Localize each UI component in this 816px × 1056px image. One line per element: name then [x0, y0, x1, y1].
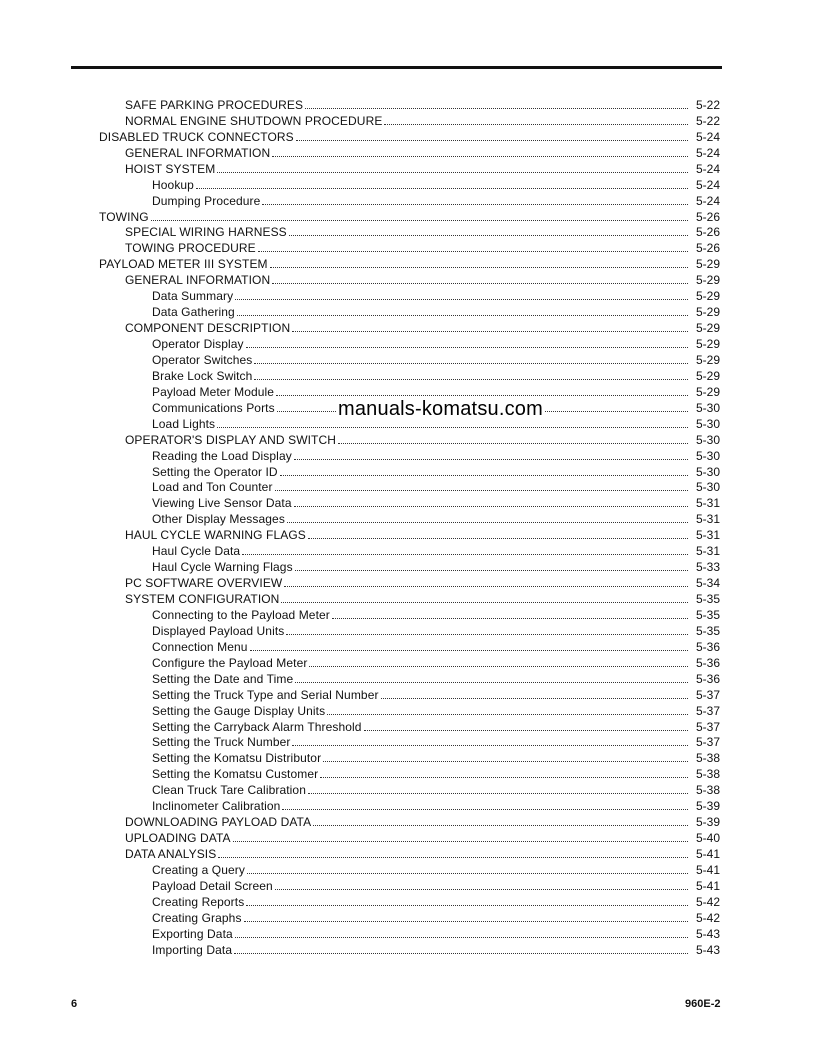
toc-entry-page: 5-29: [695, 321, 720, 336]
toc-entry-page: 5-29: [695, 257, 720, 272]
dot-leader: [237, 315, 688, 316]
toc-entry[interactable]: [0, 160, 816, 176]
toc-entry-title: Setting the Carryback Alarm Threshold: [152, 719, 362, 734]
toc-entry-page: 5-35: [695, 623, 720, 638]
toc-entry[interactable]: [0, 447, 816, 463]
toc-entry[interactable]: [0, 144, 816, 160]
toc-entry-title: Communications Ports: [152, 400, 275, 415]
toc-entry[interactable]: [0, 734, 816, 750]
toc-entry-page: 5-36: [695, 655, 720, 670]
dot-leader: [294, 459, 688, 460]
toc-entry[interactable]: [0, 383, 816, 399]
toc-entry-page: 5-43: [695, 926, 720, 941]
toc-entry-page: 5-30: [695, 432, 720, 447]
toc-entry[interactable]: [0, 765, 816, 781]
toc-entry-page: 5-24: [695, 161, 720, 176]
dot-leader: [284, 586, 688, 587]
dot-leader: [287, 522, 688, 523]
toc-entry-page: 5-24: [695, 177, 720, 192]
toc-entry-page: 5-26: [695, 225, 720, 240]
dot-leader: [272, 156, 688, 157]
toc-entry-page: 5-29: [695, 273, 720, 288]
toc-entry-title: TOWING: [99, 209, 149, 224]
toc-entry-page: 5-29: [695, 368, 720, 383]
dot-leader: [151, 220, 688, 221]
dot-leader: [276, 395, 688, 396]
toc-entry-title: Creating Graphs: [152, 910, 242, 925]
toc-entry[interactable]: [0, 255, 816, 271]
toc-entry-title: DOWNLOADING PAYLOAD DATA: [125, 815, 312, 830]
toc-entry-title: PC SOFTWARE OVERVIEW: [125, 576, 283, 591]
dot-leader: [364, 730, 688, 731]
toc-entry-title: Viewing Live Sensor Data: [152, 496, 292, 511]
toc-entry[interactable]: [0, 638, 816, 654]
dot-leader: [272, 283, 688, 284]
toc-entry-title: GENERAL INFORMATION: [125, 273, 271, 288]
toc-entry-page: 5-41: [695, 878, 720, 893]
toc-entry[interactable]: [0, 351, 816, 367]
dot-leader: [320, 777, 688, 778]
dot-leader: [309, 666, 688, 667]
toc-entry-page: 5-26: [695, 241, 720, 256]
toc-entry-page: 5-30: [695, 464, 720, 479]
dot-leader: [233, 841, 688, 842]
toc-entry-page: 5-37: [695, 719, 720, 734]
toc-entry-page: 5-35: [695, 607, 720, 622]
toc-entry-title: Load Lights: [152, 416, 216, 431]
toc-entry-title: Exporting Data: [152, 926, 233, 941]
toc-entry-title: DISABLED TRUCK CONNECTORS: [99, 129, 294, 144]
toc-entry[interactable]: [0, 192, 816, 208]
dot-leader: [286, 634, 688, 635]
dot-leader: [381, 698, 688, 699]
toc-entry-page: 5-38: [695, 767, 720, 782]
toc-entry[interactable]: [0, 893, 816, 909]
toc-entry-title: Data Summary: [152, 289, 234, 304]
dot-leader: [332, 618, 688, 619]
toc-entry-title: Setting the Komatsu Distributor: [152, 751, 322, 766]
toc-entry-page: 5-22: [695, 97, 720, 112]
toc-entry[interactable]: [0, 781, 816, 797]
toc-entry-title: Importing Data: [152, 942, 233, 957]
toc-entry-page: 5-36: [695, 639, 720, 654]
dot-leader: [289, 235, 688, 236]
toc-entry-page: 5-29: [695, 289, 720, 304]
toc-entry-title: Other Display Messages: [152, 512, 285, 527]
dot-leader: [242, 554, 688, 555]
dot-leader: [262, 204, 688, 205]
toc-entry-page: 5-37: [695, 687, 720, 702]
dot-leader: [244, 921, 688, 922]
toc-entry-title: OPERATOR'S DISPLAY AND SWITCH: [125, 432, 337, 447]
toc-entry-page: 5-41: [695, 847, 720, 861]
toc-entry[interactable]: [0, 287, 816, 303]
toc-entry[interactable]: [0, 303, 816, 319]
toc-entry-title: Setting the Komatsu Customer: [152, 767, 319, 782]
toc-entry-page: 5-40: [695, 831, 720, 846]
toc-entry[interactable]: [0, 845, 816, 861]
dot-leader: [247, 873, 688, 874]
toc-entry[interactable]: [0, 431, 816, 447]
toc-entry-title: SYSTEM CONFIGURATION: [125, 592, 280, 606]
toc-entry[interactable]: [0, 590, 816, 606]
dot-leader: [234, 953, 688, 954]
toc-entry[interactable]: [0, 606, 816, 622]
toc-entry-title: Inclinometer Calibration: [152, 799, 281, 814]
toc-entry-title: Reading the Load Display: [152, 448, 292, 463]
toc-entry[interactable]: [0, 909, 816, 925]
dot-leader: [235, 937, 688, 938]
toc-entry[interactable]: [0, 558, 816, 574]
toc-entry-page: 5-37: [695, 703, 720, 718]
dot-leader: [281, 602, 688, 603]
dot-leader: [250, 650, 688, 651]
toc-entry-title: Data Gathering: [152, 305, 235, 320]
toc-entry[interactable]: [0, 224, 816, 240]
dot-leader: [295, 682, 688, 683]
toc-entry[interactable]: [0, 686, 816, 702]
toc-entry-page: 5-30: [695, 480, 720, 495]
toc-entry-title: Hookup: [152, 177, 194, 192]
toc-entry-page: 5-41: [695, 862, 720, 877]
toc-entry[interactable]: [0, 542, 816, 558]
toc-entry-page: 5-24: [695, 145, 720, 160]
toc-entry[interactable]: [0, 813, 816, 829]
dot-leader: [338, 443, 688, 444]
toc-entry-title: HAUL CYCLE WARNING FLAGS: [125, 528, 306, 543]
toc-entry[interactable]: [0, 96, 816, 112]
toc-entry-title: UPLOADING DATA: [125, 831, 231, 846]
toc-entry-title: Connection Menu: [152, 639, 248, 654]
toc-entry-title: Payload Meter Module: [152, 384, 275, 399]
toc-entry-page: 5-29: [695, 305, 720, 320]
toc-entry[interactable]: [0, 654, 816, 670]
toc-entry[interactable]: [0, 622, 816, 638]
toc-entry-title: PAYLOAD METER III SYSTEM: [99, 257, 268, 272]
toc-entry[interactable]: [0, 367, 816, 383]
toc-entry-page: 5-30: [695, 400, 720, 415]
toc-entry[interactable]: [0, 335, 816, 351]
dot-leader: [308, 793, 688, 794]
toc-entry-page: 5-42: [695, 910, 720, 925]
toc-entry[interactable]: [0, 861, 816, 877]
toc-entry-page: 5-31: [695, 544, 720, 559]
dot-leader: [323, 761, 688, 762]
toc-entry[interactable]: [0, 670, 816, 686]
toc-entry-page: 5-37: [695, 735, 720, 750]
toc-entry-page: 5-30: [695, 416, 720, 431]
dot-leader: [275, 490, 688, 491]
dot-leader: [217, 427, 688, 428]
dot-leader: [296, 140, 688, 141]
toc-entry-page: 5-33: [695, 560, 720, 575]
toc-entry[interactable]: [0, 877, 816, 893]
toc-entry-title: HOIST SYSTEM: [125, 161, 216, 176]
toc-entry-title: Setting the Gauge Display Units: [152, 703, 326, 718]
toc-entry[interactable]: [0, 239, 816, 255]
dot-leader: [292, 331, 688, 332]
toc-entry-page: 5-36: [695, 671, 720, 686]
toc-entry-page: 5-39: [695, 815, 720, 830]
toc-entry-page: 5-31: [695, 496, 720, 511]
dot-leader: [254, 379, 688, 380]
toc-entry-title: Displayed Payload Units: [152, 623, 285, 638]
toc-entry-title: Setting the Truck Number: [152, 735, 291, 750]
toc-entry-page: 5-22: [695, 113, 720, 128]
toc-entry-title: Clean Truck Tare Calibration: [152, 783, 306, 798]
toc-entry[interactable]: [0, 829, 816, 845]
toc-entry-page: 5-39: [695, 799, 720, 814]
toc-entry[interactable]: [0, 718, 816, 734]
toc-entry[interactable]: [0, 128, 816, 144]
toc-entry-page: 5-34: [695, 576, 720, 591]
dot-leader: [294, 506, 688, 507]
dot-leader: [275, 889, 688, 890]
toc-entry-title: Setting the Operator ID: [152, 464, 278, 479]
toc-entry-title: Setting the Date and Time: [152, 671, 294, 686]
dot-leader: [308, 538, 688, 539]
dot-leader: [292, 745, 688, 746]
toc-entry[interactable]: [0, 526, 816, 542]
toc-entry[interactable]: [0, 574, 816, 590]
dot-leader: [327, 714, 688, 715]
footer-page-number: 6: [71, 998, 78, 1010]
dot-leader: [246, 905, 688, 906]
toc-entry-title: DATA ANALYSIS: [125, 847, 217, 861]
toc-entry-title: TOWING PROCEDURE: [125, 241, 256, 256]
dot-leader: [254, 363, 688, 364]
toc-entry-title: COMPONENT DESCRIPTION: [125, 321, 291, 336]
table-of-contents: [0, 96, 816, 957]
toc-entry[interactable]: [0, 941, 816, 957]
dot-leader: [235, 299, 688, 300]
toc-entry-page: 5-38: [695, 783, 720, 798]
toc-entry-title: Load and Ton Counter: [152, 480, 273, 495]
toc-entry-page: 5-26: [695, 209, 720, 224]
toc-entry-title: Creating Reports: [152, 894, 245, 909]
toc-entry[interactable]: [0, 208, 816, 224]
toc-entry[interactable]: [0, 319, 816, 335]
toc-entry-page: 5-31: [695, 512, 720, 527]
toc-entry[interactable]: [0, 112, 816, 128]
dot-leader: [270, 267, 688, 268]
toc-entry-title: Haul Cycle Warning Flags: [152, 560, 293, 575]
toc-entry[interactable]: [0, 925, 816, 941]
toc-entry-page: 5-35: [695, 592, 720, 606]
dot-leader: [313, 825, 688, 826]
toc-entry-title: Configure the Payload Meter: [152, 655, 308, 670]
toc-entry-title: Creating a Query: [152, 862, 245, 877]
toc-entry-page: 5-30: [695, 448, 720, 463]
footer-model: 960E-2: [685, 998, 721, 1010]
dot-leader: [258, 251, 688, 252]
toc-entry-page: 5-31: [695, 528, 720, 543]
toc-entry-page: 5-24: [695, 129, 720, 144]
toc-entry-title: Connecting to the Payload Meter: [152, 607, 330, 622]
dot-leader: [246, 347, 688, 348]
toc-entry-page: 5-38: [695, 751, 720, 766]
toc-entry[interactable]: [0, 510, 816, 526]
toc-entry-title: Operator Switches: [152, 352, 253, 367]
toc-entry-page: 5-42: [695, 894, 720, 909]
toc-entry[interactable]: [0, 479, 816, 495]
toc-entry-page: 5-29: [695, 352, 720, 367]
toc-entry-page: 5-29: [695, 337, 720, 351]
toc-entry[interactable]: [0, 463, 816, 479]
toc-entry-title: SPECIAL WIRING HARNESS: [125, 225, 287, 240]
toc-entry-title: Dumping Procedure: [152, 193, 261, 208]
dot-leader: [217, 172, 688, 173]
toc-entry-page: 5-29: [695, 384, 720, 399]
toc-entry-page: 5-43: [695, 942, 720, 957]
toc-entry[interactable]: [0, 702, 816, 718]
dot-leader: [282, 809, 688, 810]
dot-leader: [384, 124, 688, 125]
toc-entry-title: Setting the Truck Type and Serial Number: [152, 687, 379, 702]
toc-entry-title: Payload Detail Screen: [152, 878, 273, 893]
toc-entry-title: GENERAL INFORMATION: [125, 145, 271, 160]
toc-entry[interactable]: [0, 176, 816, 192]
dot-leader: [196, 188, 688, 189]
toc-entry-page: 5-24: [695, 193, 720, 208]
toc-entry-title: Brake Lock Switch: [152, 368, 253, 383]
dot-leader: [295, 570, 688, 571]
header-rule: [71, 66, 722, 69]
dot-leader: [218, 857, 688, 858]
toc-entry-title: SAFE PARKING PROCEDURES: [125, 97, 304, 112]
toc-entry-title: NORMAL ENGINE SHUTDOWN PROCEDURE: [125, 113, 383, 128]
toc-entry[interactable]: [0, 749, 816, 765]
toc-entry-title: Haul Cycle Data: [152, 544, 241, 559]
dot-leader: [305, 108, 688, 109]
toc-entry[interactable]: [0, 797, 816, 813]
toc-entry[interactable]: [0, 271, 816, 287]
toc-entry-title: Operator Display: [152, 337, 244, 351]
watermark: manuals-komatsu.com: [338, 398, 543, 420]
dot-leader: [280, 475, 688, 476]
toc-entry[interactable]: [0, 494, 816, 510]
